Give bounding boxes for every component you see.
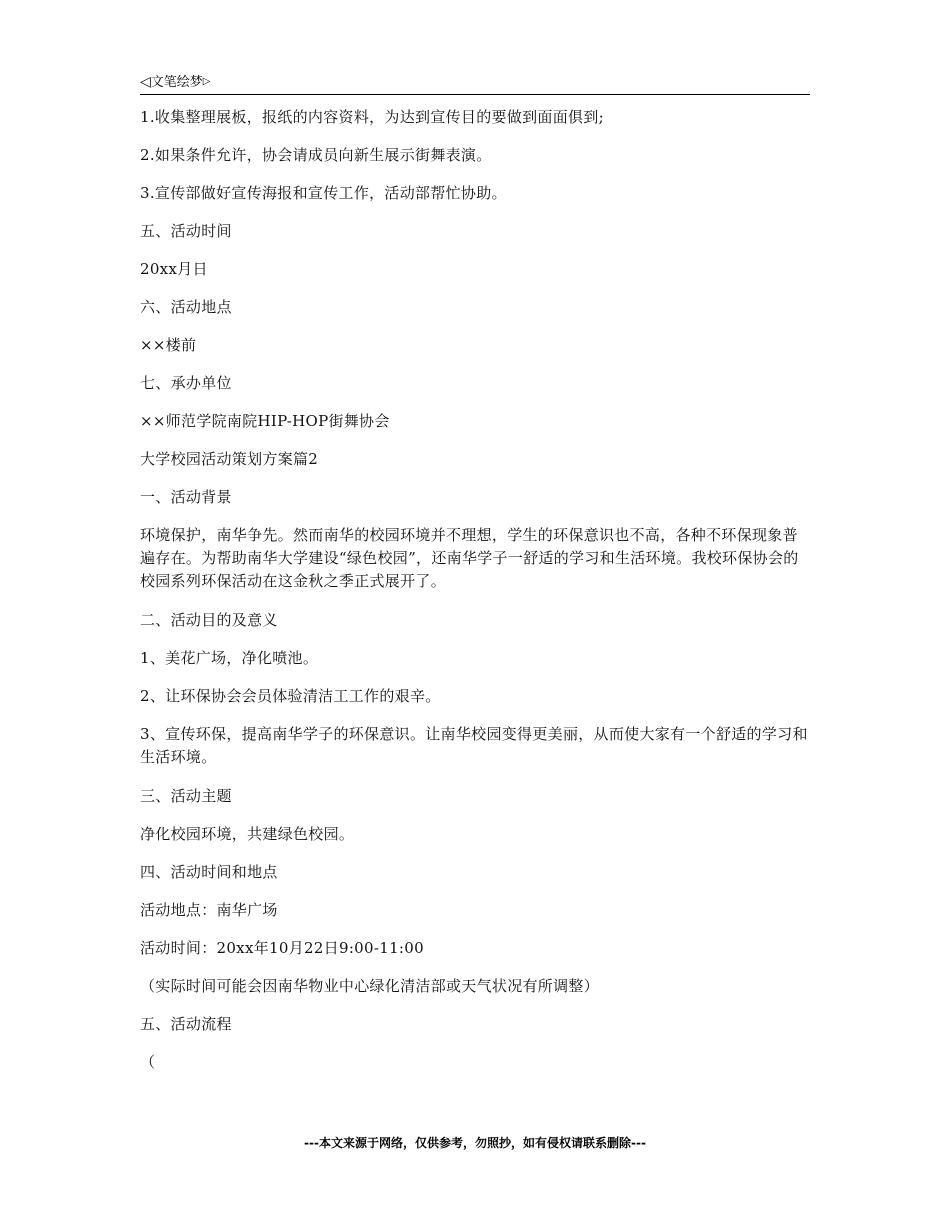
section-heading-process: 五、活动流程 <box>140 1015 232 1033</box>
purpose-item-3: 3、宣传环保，提高南华学子的环保意识。让南华校园变得更美丽，从而使大家有一个舒适的学习和生活环境。 <box>140 725 808 766</box>
activity-location: ××楼前 <box>140 336 197 354</box>
section-heading-organizer: 七、承办单位 <box>140 374 232 392</box>
section-heading-activity-time: 五、活动时间 <box>140 222 232 240</box>
section-heading-time-location: 四、活动时间和地点 <box>140 863 278 881</box>
trailing-paren: （ <box>140 1053 156 1071</box>
time-line: 活动时间：20xx年10月22日9:00-11:00 <box>140 939 424 957</box>
paragraph-3: 3.宣传部做好宣传海报和宣传工作，活动部帮忙协助。 <box>140 184 507 202</box>
page-header <box>140 72 810 95</box>
paragraph-1: 1.收集整理展板，报纸的内容资料，为达到宣传目的要做到面面俱到; <box>140 108 604 126</box>
left-triangle-icon: ◁ <box>140 74 151 90</box>
footer-disclaimer: ---本文来源于网络，仅供参考，勿照抄，如有侵权请联系删除--- <box>304 1136 646 1150</box>
purpose-item-2: 2、让环保协会会员体验清洁工工作的艰辛。 <box>140 687 441 705</box>
theme-text: 净化校园环境，共建绿色校园。 <box>140 825 355 843</box>
time-note: （实际时间可能会因南华物业中心绿化清洁部或天气状况有所调整） <box>140 977 600 995</box>
brand-name: 文笔绘梦 <box>150 75 203 90</box>
section-heading-purpose: 二、活动目的及意义 <box>140 611 278 629</box>
location-line: 活动地点：南华广场 <box>140 901 278 919</box>
background-paragraph: 环境保护，南华争先。然而南华的校园环境并不理想，学生的环保意识也不高，各种不环保现象普遍存在。为帮助南华大学建设“绿色校园”，还南华学子一舒适的学习和生活环境。我校环保协会的校园系列环保活动在这金秋之季正式展开了。 <box>140 526 799 590</box>
right-triangle-icon: ▷ <box>202 76 211 87</box>
section-heading-theme: 三、活动主题 <box>140 787 232 805</box>
activity-date: 20xx月日 <box>140 260 208 278</box>
organizer-name: ××师范学院南院HIP-HOP街舞协会 <box>140 412 390 430</box>
purpose-item-1: 1、美花广场，净化喷池。 <box>140 649 319 667</box>
document-section-title: 大学校园活动策划方案篇2 <box>140 450 319 468</box>
paragraph-2: 2.如果条件允许，协会请成员向新生展示街舞表演。 <box>140 146 492 164</box>
section-heading-activity-location: 六、活动地点 <box>140 298 232 316</box>
document-body <box>140 106 810 1089</box>
section-heading-background: 一、活动背景 <box>140 488 232 506</box>
